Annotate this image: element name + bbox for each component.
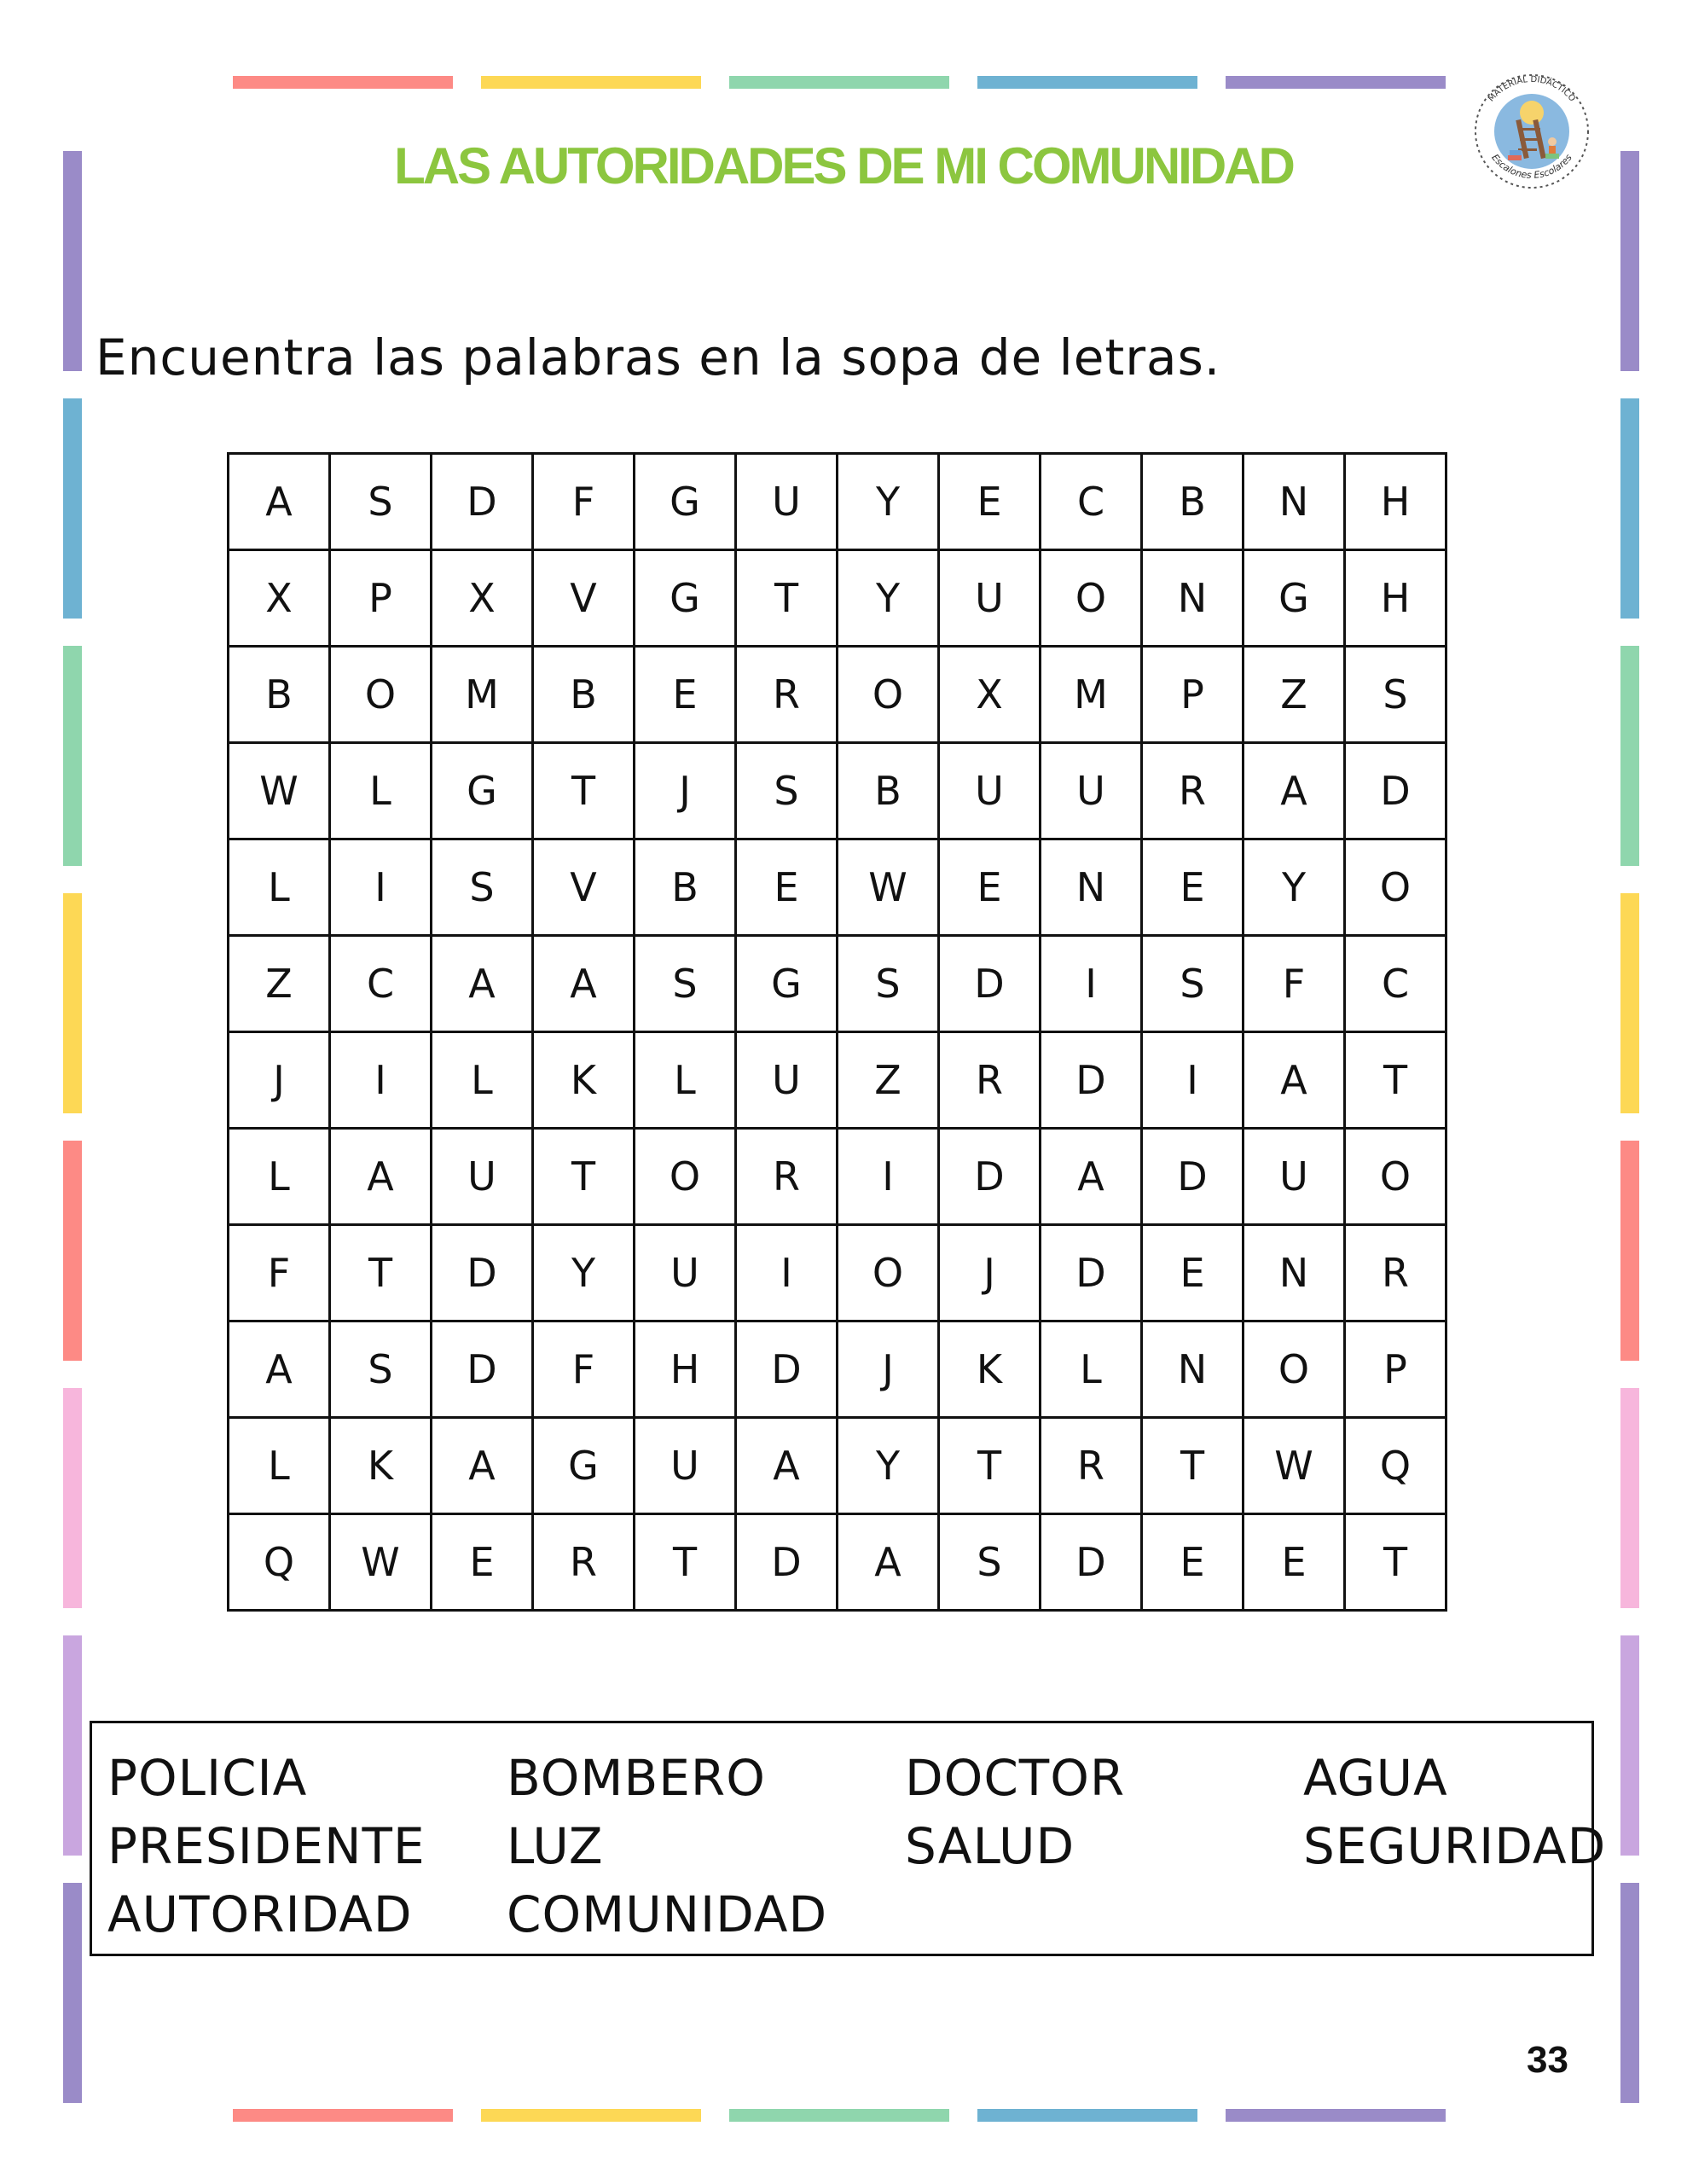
grid-cell: B — [838, 743, 939, 839]
grid-cell: D — [1142, 1129, 1244, 1225]
border-bar-right-red — [1620, 1141, 1639, 1361]
grid-cell: W — [330, 1514, 432, 1611]
grid-cell: Q — [1345, 1418, 1446, 1514]
grid-cell: J — [229, 1032, 330, 1129]
logo-text-bottom: Escalones Escolares — [1489, 152, 1574, 181]
grid-cell: O — [1244, 1321, 1345, 1418]
grid-cell: L — [432, 1032, 533, 1129]
word-bank-item: LUZ — [507, 1817, 604, 1875]
grid-cell: B — [533, 647, 635, 743]
grid-cell: O — [635, 1129, 736, 1225]
grid-cell: C — [330, 936, 432, 1032]
grid-cell: I — [1041, 936, 1142, 1032]
grid-cell: E — [939, 839, 1041, 936]
grid-cell: U — [1041, 743, 1142, 839]
grid-cell: R — [1142, 743, 1244, 839]
grid-row — [229, 454, 1446, 550]
grid-cell: U — [1244, 1129, 1345, 1225]
grid-cell: D — [939, 1129, 1041, 1225]
grid-cell: F — [533, 454, 635, 550]
border-bar-top-green — [729, 76, 949, 89]
word-bank-item: PRESIDENTE — [107, 1817, 426, 1875]
grid-cell: U — [635, 1418, 736, 1514]
grid-cell: M — [432, 647, 533, 743]
border-bar-bottom-purple — [1226, 2109, 1446, 2122]
grid-cell: R — [1345, 1225, 1446, 1321]
border-bar-top-purple — [1226, 76, 1446, 89]
grid-cell: I — [1142, 1032, 1244, 1129]
word-bank-item: DOCTOR — [905, 1749, 1126, 1807]
grid-cell: A — [838, 1514, 939, 1611]
grid-cell: A — [229, 1321, 330, 1418]
word-bank — [90, 1721, 1607, 1956]
grid-cell: B — [229, 647, 330, 743]
grid-cell: D — [432, 1225, 533, 1321]
grid-cell: T — [1345, 1032, 1446, 1129]
grid-cell: F — [229, 1225, 330, 1321]
grid-cell: A — [330, 1129, 432, 1225]
border-bar-right-green — [1620, 646, 1639, 866]
grid-cell: J — [939, 1225, 1041, 1321]
grid-row — [229, 1418, 1446, 1514]
grid-cell: L — [229, 839, 330, 936]
grid-cell: R — [736, 1129, 838, 1225]
grid-cell: X — [432, 550, 533, 647]
border-bar-left-lilac — [63, 1635, 82, 1856]
grid-cell: L — [1041, 1321, 1142, 1418]
grid-cell: J — [635, 743, 736, 839]
border-bar-right-yellow — [1620, 893, 1639, 1113]
grid-cell: A — [432, 936, 533, 1032]
grid-cell: R — [1041, 1418, 1142, 1514]
grid-cell: T — [736, 550, 838, 647]
grid-row — [229, 1321, 1446, 1418]
grid-cell: Q — [229, 1514, 330, 1611]
grid-cell: E — [1142, 1514, 1244, 1611]
grid-cell: L — [229, 1418, 330, 1514]
grid-cell: Y — [1244, 839, 1345, 936]
grid-cell: A — [432, 1418, 533, 1514]
grid-cell: U — [635, 1225, 736, 1321]
grid-cell: S — [330, 1321, 432, 1418]
grid-cell: N — [1244, 1225, 1345, 1321]
grid-cell: C — [1041, 454, 1142, 550]
grid-cell: H — [635, 1321, 736, 1418]
grid-cell: M — [1041, 647, 1142, 743]
grid-cell: K — [939, 1321, 1041, 1418]
grid-row — [229, 647, 1446, 743]
grid-cell: L — [635, 1032, 736, 1129]
grid-cell: B — [635, 839, 736, 936]
grid-cell: I — [838, 1129, 939, 1225]
grid-cell: W — [838, 839, 939, 936]
grid-cell: E — [1142, 1225, 1244, 1321]
grid-cell: D — [939, 936, 1041, 1032]
border-bar-left-green — [63, 646, 82, 866]
grid-cell: R — [939, 1032, 1041, 1129]
grid-cell: S — [432, 839, 533, 936]
grid-cell: Y — [838, 454, 939, 550]
border-bar-left-red — [63, 1141, 82, 1361]
border-bar-left-yellow — [63, 893, 82, 1113]
grid-cell: Z — [838, 1032, 939, 1129]
grid-cell: D — [1041, 1514, 1142, 1611]
grid-cell: G — [432, 743, 533, 839]
grid-cell: O — [330, 647, 432, 743]
grid-cell: U — [736, 454, 838, 550]
grid-cell: P — [1345, 1321, 1446, 1418]
grid-cell: D — [1041, 1032, 1142, 1129]
word-bank-item: SALUD — [905, 1817, 1075, 1875]
grid-cell: L — [229, 1129, 330, 1225]
grid-cell: D — [1345, 743, 1446, 839]
word-bank-item: AGUA — [1303, 1749, 1448, 1807]
grid-cell: V — [533, 839, 635, 936]
grid-cell: W — [229, 743, 330, 839]
grid-cell: D — [1041, 1225, 1142, 1321]
grid-cell: N — [1142, 1321, 1244, 1418]
border-bar-top-red — [233, 76, 453, 89]
grid-cell: K — [330, 1418, 432, 1514]
grid-cell: T — [1345, 1514, 1446, 1611]
border-bar-bottom-yellow — [481, 2109, 701, 2122]
border-bar-left-purple-2 — [63, 1883, 82, 2103]
border-bar-bottom-red — [233, 2109, 453, 2122]
page-number: 33 — [1527, 2039, 1568, 2081]
page-title: LAS AUTORIDADES DE MI COMUNIDAD — [394, 137, 1293, 195]
grid-cell: A — [1244, 1032, 1345, 1129]
grid-cell: U — [432, 1129, 533, 1225]
grid-cell: E — [1142, 839, 1244, 936]
border-bar-right-purple-2 — [1620, 1883, 1639, 2103]
grid-cell: E — [432, 1514, 533, 1611]
border-bar-right-lilac — [1620, 1635, 1639, 1856]
grid-cell: S — [736, 743, 838, 839]
grid-cell: P — [1142, 647, 1244, 743]
grid-cell: U — [736, 1032, 838, 1129]
word-bank-item: SEGURIDAD — [1303, 1817, 1607, 1875]
grid-cell: T — [533, 1129, 635, 1225]
grid-cell: X — [939, 647, 1041, 743]
grid-cell: D — [432, 1321, 533, 1418]
grid-cell: T — [533, 743, 635, 839]
grid-row — [229, 1225, 1446, 1321]
grid-cell: S — [635, 936, 736, 1032]
grid-cell: I — [330, 839, 432, 936]
grid-cell: G — [635, 550, 736, 647]
grid-cell: Z — [1244, 647, 1345, 743]
grid-cell: Y — [838, 1418, 939, 1514]
grid-row — [229, 936, 1446, 1032]
grid-cell: X — [229, 550, 330, 647]
grid-cell: E — [939, 454, 1041, 550]
grid-cell: S — [1142, 936, 1244, 1032]
grid-cell: D — [736, 1321, 838, 1418]
word-bank-item: POLICIA — [107, 1749, 308, 1807]
grid-cell: R — [533, 1514, 635, 1611]
grid-cell: S — [330, 454, 432, 550]
grid-cell: U — [939, 743, 1041, 839]
grid-row — [229, 839, 1446, 936]
grid-cell: J — [838, 1321, 939, 1418]
grid-cell: T — [939, 1418, 1041, 1514]
grid-cell: F — [1244, 936, 1345, 1032]
border-bar-bottom-blue — [977, 2109, 1197, 2122]
grid-cell: O — [838, 1225, 939, 1321]
logo-text-top: MATERIAL DIDÁCTICO — [1487, 74, 1577, 104]
grid-row — [229, 1514, 1446, 1611]
grid-cell: E — [1244, 1514, 1345, 1611]
grid-cell: R — [736, 647, 838, 743]
grid-cell: O — [1345, 1129, 1446, 1225]
grid-cell: L — [330, 743, 432, 839]
grid-row — [229, 550, 1446, 647]
grid-cell: S — [939, 1514, 1041, 1611]
grid-cell: G — [635, 454, 736, 550]
border-bar-right-blue — [1620, 398, 1639, 619]
grid-row — [229, 743, 1446, 839]
grid-row — [229, 1129, 1446, 1225]
grid-cell: H — [1345, 550, 1446, 647]
grid-cell: P — [330, 550, 432, 647]
grid-cell: A — [1041, 1129, 1142, 1225]
grid-cell: O — [1345, 839, 1446, 936]
grid-cell: A — [533, 936, 635, 1032]
grid-cell: Y — [838, 550, 939, 647]
grid-cell: N — [1041, 839, 1142, 936]
grid-cell: O — [838, 647, 939, 743]
grid-cell: F — [533, 1321, 635, 1418]
border-bar-top-yellow — [481, 76, 701, 89]
grid-cell: A — [229, 454, 330, 550]
border-bar-left-pink — [63, 1388, 82, 1608]
grid-cell: W — [1244, 1418, 1345, 1514]
grid-cell: G — [533, 1418, 635, 1514]
ladder-books-logo-icon — [1464, 60, 1600, 196]
grid-cell: Y — [533, 1225, 635, 1321]
grid-row — [229, 1032, 1446, 1129]
word-bank-item: BOMBERO — [507, 1749, 766, 1807]
grid-cell: A — [736, 1418, 838, 1514]
border-bar-top-blue — [977, 76, 1197, 89]
grid-cell: N — [1142, 550, 1244, 647]
grid-cell: E — [736, 839, 838, 936]
grid-cell: A — [1244, 743, 1345, 839]
grid-cell: T — [1142, 1418, 1244, 1514]
grid-cell: C — [1345, 936, 1446, 1032]
grid-cell: N — [1244, 454, 1345, 550]
word-search-grid — [227, 452, 1447, 1612]
grid-cell: O — [1041, 550, 1142, 647]
border-bar-left-blue — [63, 398, 82, 619]
grid-cell: G — [736, 936, 838, 1032]
grid-cell: D — [432, 454, 533, 550]
grid-cell: T — [330, 1225, 432, 1321]
grid-cell: Z — [229, 936, 330, 1032]
grid-cell: S — [838, 936, 939, 1032]
grid-cell: I — [736, 1225, 838, 1321]
word-bank-item: AUTORIDAD — [107, 1885, 413, 1943]
grid-cell: D — [736, 1514, 838, 1611]
border-bar-right-pink — [1620, 1388, 1639, 1608]
grid-cell: U — [939, 550, 1041, 647]
grid-cell: T — [635, 1514, 736, 1611]
instruction-text: Encuentra las palabras en la sopa de letras. — [96, 328, 1221, 386]
border-bar-bottom-green — [729, 2109, 949, 2122]
word-bank-item: COMUNIDAD — [507, 1885, 828, 1943]
grid-cell: B — [1142, 454, 1244, 550]
grid-cell: S — [1345, 647, 1446, 743]
grid-cell: H — [1345, 454, 1446, 550]
grid-cell: G — [1244, 550, 1345, 647]
grid-cell: E — [635, 647, 736, 743]
grid-cell: K — [533, 1032, 635, 1129]
grid-cell: I — [330, 1032, 432, 1129]
grid-cell: V — [533, 550, 635, 647]
